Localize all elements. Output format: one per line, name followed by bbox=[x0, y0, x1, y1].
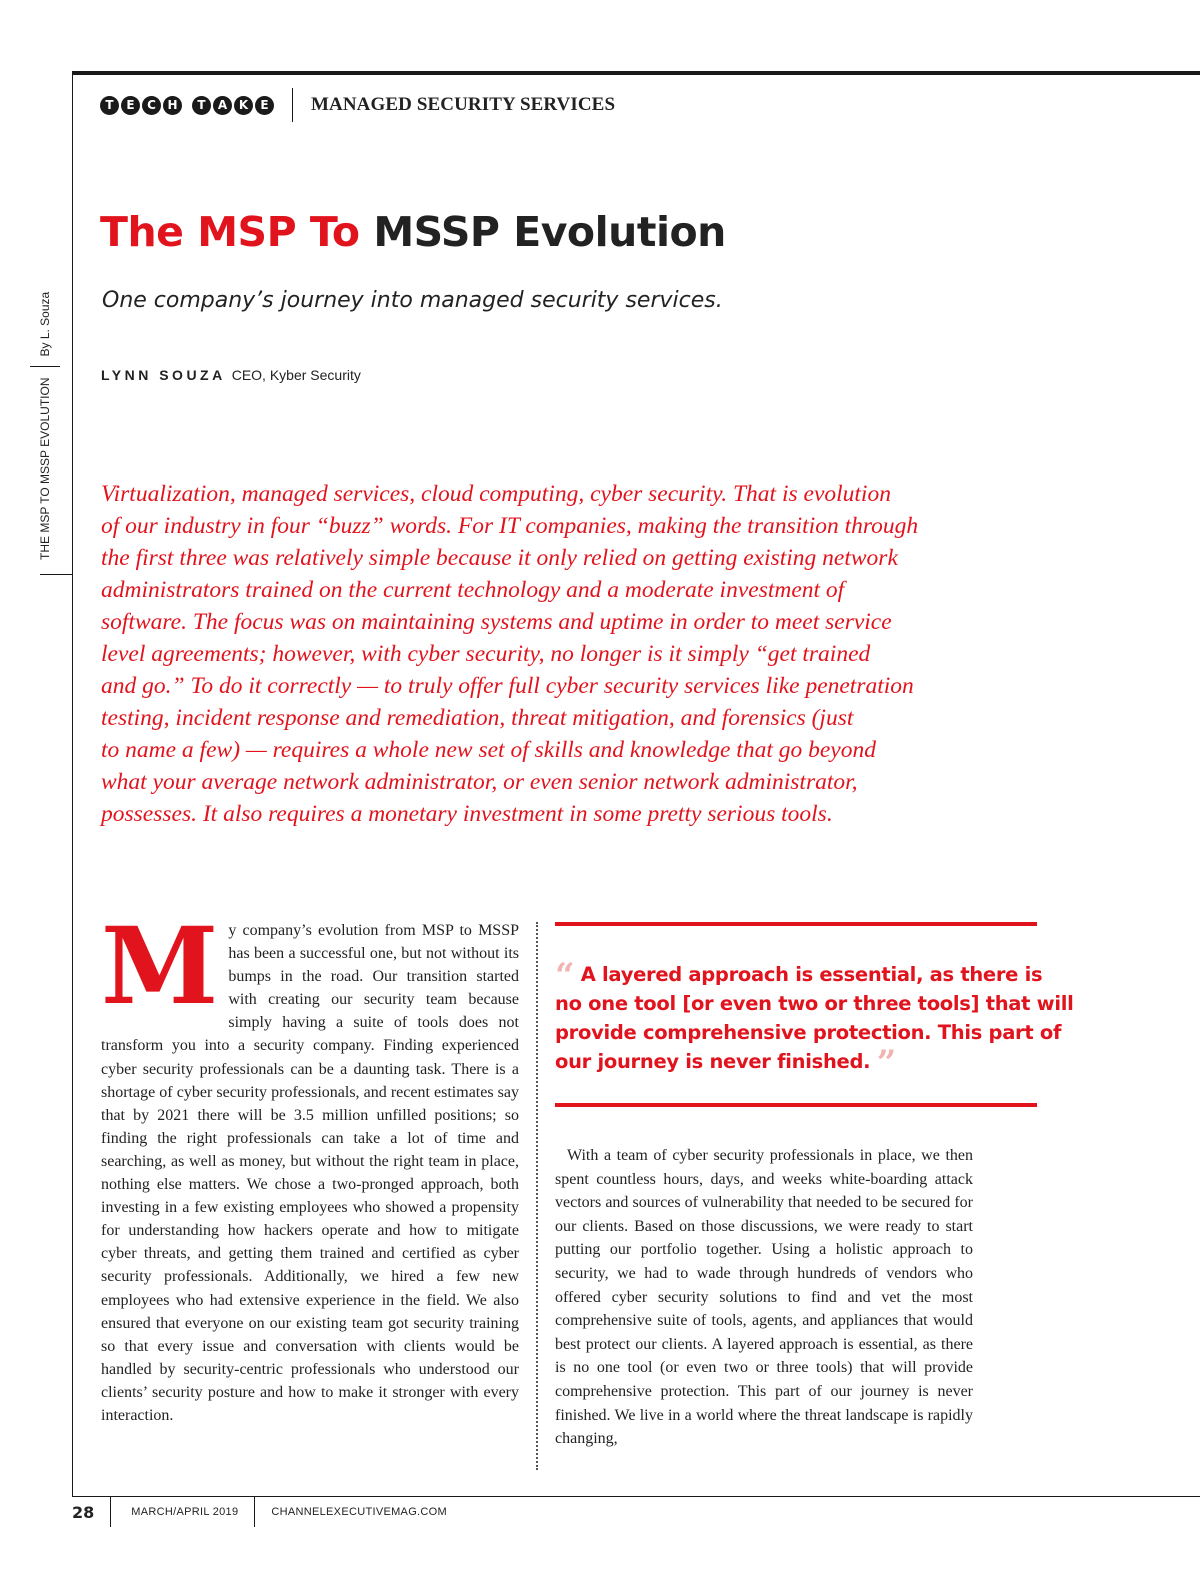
pull-quote-text: our journey is never finished. bbox=[555, 1050, 871, 1073]
badge-letter: K bbox=[234, 96, 253, 115]
lede-line: what your average network administrator, or even senior network administrator, bbox=[101, 769, 858, 795]
title-red-part: The MSP To bbox=[100, 208, 360, 256]
section-label: MANAGED SECURITY SERVICES bbox=[311, 94, 616, 115]
badge-letter: T bbox=[192, 96, 211, 115]
running-head bbox=[30, 292, 60, 560]
lede-line: possesses. It also requires a monetary investment in some pretty serious tools. bbox=[101, 801, 833, 827]
badge-letter: H bbox=[163, 96, 182, 115]
author-name: LYNN SOUZA bbox=[101, 367, 226, 383]
open-quote-icon: “ bbox=[555, 956, 575, 996]
pull-quote-text: A layered approach is essential, as there is bbox=[580, 963, 1043, 986]
running-author: By L. Souza bbox=[38, 291, 52, 357]
pull-quote-line: provide comprehensive protection. This part of bbox=[555, 1021, 1062, 1044]
page-number: 28 bbox=[72, 1502, 95, 1522]
article-subtitle: One company’s journey into managed security services. bbox=[102, 288, 723, 313]
badge-letter: A bbox=[213, 96, 232, 115]
lede-line: software. The focus was on maintaining systems and uptime in order to meet service bbox=[101, 609, 892, 635]
pull-quote-rule-top bbox=[555, 922, 1037, 926]
badge-letter: E bbox=[121, 96, 140, 115]
pull-quote-line bbox=[555, 956, 1043, 996]
lede-line: to name a few) — requires a whole new set of skills and knowledge that go beyond bbox=[101, 737, 876, 763]
close-quote-icon: ” bbox=[876, 1043, 896, 1083]
page-footer bbox=[72, 1497, 447, 1527]
pull-quote-line bbox=[555, 1043, 1025, 1083]
lede-line: testing, incident response and remediation, threat mitigation, and forensics (just bbox=[101, 705, 854, 731]
badge-letter: C bbox=[142, 96, 161, 115]
lede-line: Virtualization, managed services, cloud computing, cyber security. That is evolution bbox=[101, 481, 891, 507]
column-divider bbox=[536, 922, 538, 1470]
lede-line: the first three was relatively simple because it only relied on getting existing network bbox=[101, 545, 898, 571]
issue-date: MARCH/APRIL 2019 bbox=[131, 1506, 239, 1518]
author-role: CEO, Kyber Security bbox=[231, 367, 361, 383]
lede-line: of our industry in four “buzz” words. For IT companies, making the transition through bbox=[101, 513, 919, 539]
badge-letter: T bbox=[100, 96, 119, 115]
title-dark-part: MSSP Evolution bbox=[373, 208, 726, 256]
pull-quote bbox=[555, 956, 1074, 1083]
drop-cap: M bbox=[101, 903, 219, 1028]
article-title bbox=[100, 208, 726, 256]
pull-quote-rule-bottom bbox=[555, 1103, 1037, 1107]
badge-letter: E bbox=[255, 96, 274, 115]
website-link[interactable]: CHANNELEXECUTIVEMAG.COM bbox=[271, 1506, 447, 1518]
side-rule bbox=[40, 574, 72, 575]
body-paragraph: With a team of cyber security professionals in place, we then spent countless hours, days, and weeks white-boarding attack vectors and sources of vulnerability that needed to be secured for our clients. Based on those discussions, we were ready to start putting our portfolio together. Using a holistic approach to security, we had to wade through hundreds of vendors who offered cyber security solutions to find and vet the most comprehensive suite of tools, agents, and appliances that would best protect our clients. A layered approach is essential, as there is no one tool (or even two or three tools) that will provide comprehensive protection. This part of our journey is never finished. We live in a world where the threat landscape is rapidly changing, bbox=[555, 1147, 973, 1448]
lede-line: and go.” To do it correctly — to truly offer full cyber security services like penetration bbox=[101, 673, 914, 699]
body-column-right bbox=[555, 1144, 973, 1451]
top-rule bbox=[72, 71, 1200, 75]
take-badge bbox=[192, 96, 274, 115]
running-head-divider bbox=[30, 367, 60, 368]
lede-paragraph bbox=[101, 478, 1001, 830]
lede-line: level agreements; however, with cyber security, no longer is it simply “get trained bbox=[101, 641, 871, 667]
body-column-left bbox=[101, 903, 519, 1427]
footer-divider bbox=[254, 1497, 255, 1527]
pull-quote-line: no one tool [or even two or three tools] that will bbox=[555, 992, 1074, 1015]
header-divider bbox=[292, 88, 293, 122]
running-title: THE MSP TO MSSP EVOLUTION bbox=[38, 377, 52, 560]
tech-badge bbox=[100, 96, 182, 115]
section-header bbox=[100, 88, 615, 122]
body-paragraph: y company’s evolution from MSP to MSSP has been a successful one, but not without its bumps in the road. Our transition started with creating our security team because simply having a suite of tools does not transform you into a security company. Finding experienced cyber security professionals can be a daunting task. There is a shortage of cyber security professionals, and recent estimates say that by 2021 there will be 3.5 million unfilled positions; so finding the right professionals can take a lot of time and searching, as well as money, but without the right team in place, nothing else matters. We chose a two-pronged approach, both investing in a few existing employees who showed a propensity for understanding how hackers operate and how to mitigate cyber threats, and getting them trained and certified as cyber security professionals. Additionally, we hired a few new employees who had extensive experience in the field. We also ensured that everyone on our existing team got security training so that every issue and conversation with clients would be handled by security-centric professionals who understood our clients’ security posture and how to make it stronger with every interaction. bbox=[101, 922, 519, 1424]
footer-divider bbox=[110, 1497, 111, 1527]
left-rule bbox=[72, 71, 73, 1497]
lede-line: administrators trained on the current technology and a moderate investment of bbox=[101, 577, 845, 603]
byline bbox=[101, 367, 361, 383]
